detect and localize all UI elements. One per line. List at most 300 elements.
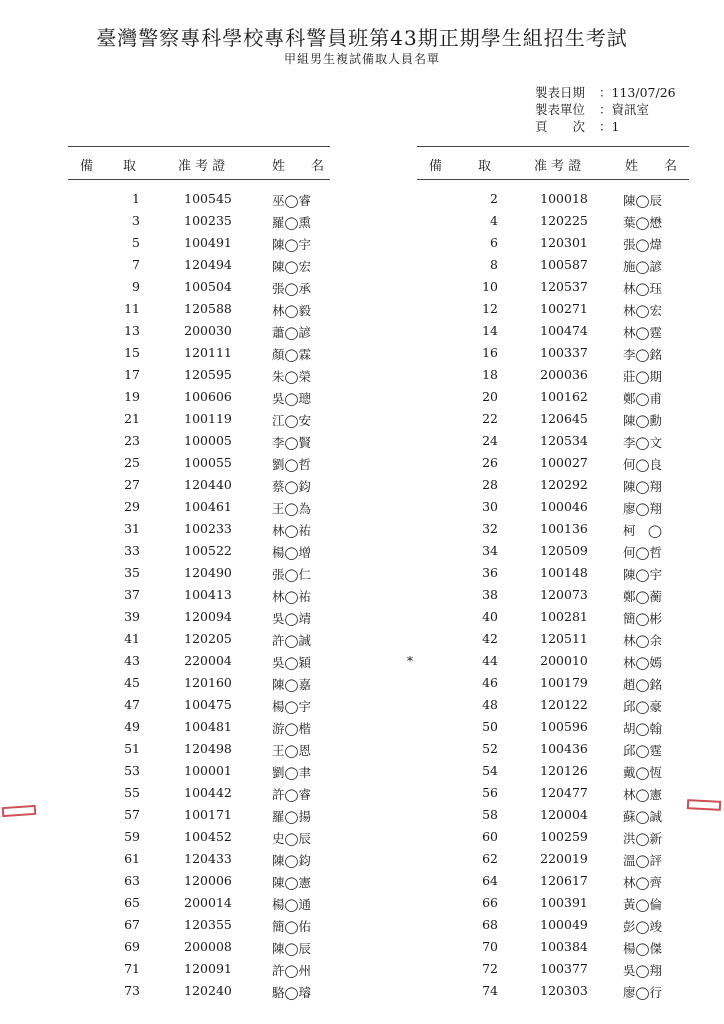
row-name: 葉◯懋 [623, 215, 662, 230]
row-name: 吳◯翔 [623, 963, 662, 978]
table-row [68, 365, 330, 387]
row-rank: 70 [482, 939, 498, 954]
row-exam-id: 100233 [184, 521, 232, 536]
row-exam-id: 100481 [184, 719, 232, 734]
row-name: 林◯宏 [623, 303, 662, 318]
row-exam-id: 100436 [540, 741, 588, 756]
row-exam-id: 100596 [540, 719, 588, 734]
row-rank: 67 [124, 917, 140, 932]
row-name: 李◯銘 [623, 347, 662, 362]
header-bei: 備 [80, 159, 94, 174]
table-row [406, 651, 689, 673]
row-name: 羅◯揚 [272, 809, 311, 824]
row-rank: 16 [482, 345, 498, 360]
row-name: 陳◯宇 [623, 567, 662, 582]
seal-stamp-left [2, 805, 37, 817]
row-exam-id: 200010 [540, 653, 588, 668]
row-exam-id: 120292 [540, 477, 588, 492]
row-exam-id: 100377 [540, 961, 588, 976]
row-name: 林◯祐 [272, 523, 311, 538]
row-name: 許◯州 [272, 963, 311, 978]
table-row [417, 277, 689, 299]
row-rank: 34 [482, 543, 498, 558]
row-rank: 55 [124, 785, 140, 800]
table-row [417, 981, 689, 1003]
row-name: 巫◯睿 [272, 193, 311, 208]
row-rank: 33 [124, 543, 140, 558]
table-row [68, 431, 330, 453]
row-name: 陳◯憲 [272, 875, 311, 890]
row-rank: 74 [482, 983, 498, 998]
row-rank: 4 [490, 213, 498, 228]
row-rank: 46 [482, 675, 498, 690]
row-name: 黃◯倫 [623, 897, 662, 912]
table-row [68, 541, 330, 563]
row-exam-id: 120440 [184, 477, 232, 492]
meta-page-row: 頁 次 ：1 [535, 119, 620, 134]
table-row [417, 805, 689, 827]
row-exam-id: 100049 [540, 917, 588, 932]
row-rank: 58 [482, 807, 498, 822]
table-row [417, 673, 689, 695]
table-row [68, 695, 330, 717]
row-name: 鄭◯蘅 [623, 589, 662, 604]
table-row [417, 695, 689, 717]
row-exam-id: 120509 [540, 543, 588, 558]
row-exam-id: 120494 [184, 257, 232, 272]
row-rank: 36 [482, 565, 498, 580]
row-exam-id: 100148 [540, 565, 588, 580]
row-name: 吳◯穎 [272, 655, 311, 670]
table-row [68, 343, 330, 365]
row-exam-id: 120537 [540, 279, 588, 294]
row-exam-id: 120534 [540, 433, 588, 448]
row-rank: 1 [132, 191, 140, 206]
row-rank: 45 [124, 675, 140, 690]
row-exam-id: 100461 [184, 499, 232, 514]
row-name: 簡◯彬 [623, 611, 662, 626]
row-exam-id: 120094 [184, 609, 232, 624]
row-rank: 43 [124, 653, 140, 668]
row-name: 劉◯哲 [272, 457, 311, 472]
table-row [68, 497, 330, 519]
row-rank: 38 [482, 587, 498, 602]
row-exam-id: 100522 [184, 543, 232, 558]
header-exam-id: 准 考 證 [178, 159, 226, 174]
row-rank: 59 [124, 829, 140, 844]
row-exam-id: 100384 [540, 939, 588, 954]
row-exam-id: 100587 [540, 257, 588, 272]
table-row [417, 541, 689, 563]
table-row [68, 761, 330, 783]
left-rows [68, 189, 330, 1003]
row-rank: 56 [482, 785, 498, 800]
table-row [417, 211, 689, 233]
table-row [68, 277, 330, 299]
row-name: 陳◯宇 [272, 237, 311, 252]
header-name: 姓 名 [272, 159, 325, 174]
row-name: 楊◯宇 [272, 699, 311, 714]
row-rank: 53 [124, 763, 140, 778]
row-exam-id: 200014 [184, 895, 232, 910]
row-rank: 10 [482, 279, 498, 294]
row-rank: 65 [124, 895, 140, 910]
table-row [68, 937, 330, 959]
row-name: 林◯嫣 [623, 655, 662, 670]
row-name: 林◯齊 [623, 875, 662, 890]
row-rank: 73 [124, 983, 140, 998]
table-row [417, 519, 689, 541]
meta-date-row: 製表日期 ：113/07/26 [535, 85, 676, 100]
row-exam-id: 120511 [540, 631, 588, 646]
row-exam-id: 120091 [184, 961, 232, 976]
document-title: 臺灣警察專科學校專科警員班第43期正期學生組招生考試 [96, 26, 628, 50]
header-name: 姓 名 [625, 159, 678, 174]
table-row [417, 255, 689, 277]
row-exam-id: 120490 [184, 565, 232, 580]
table-header [68, 146, 330, 180]
row-name: 朱◯榮 [272, 369, 311, 384]
table-row [417, 189, 689, 211]
table-row [68, 629, 330, 651]
table-row [68, 915, 330, 937]
table-row [417, 585, 689, 607]
row-name: 楊◯增 [272, 545, 311, 560]
row-rank: 54 [482, 763, 498, 778]
table-row [417, 915, 689, 937]
row-rank: 57 [124, 807, 140, 822]
row-exam-id: 100504 [184, 279, 232, 294]
table-row [417, 761, 689, 783]
row-rank: 12 [482, 301, 498, 316]
row-rank: 35 [124, 565, 140, 580]
seal-stamp-right [687, 799, 721, 811]
row-exam-id: 100119 [184, 411, 232, 426]
row-rank: 68 [482, 917, 498, 932]
row-name: 何◯良 [623, 457, 662, 472]
row-exam-id: 100545 [184, 191, 232, 206]
table-row [417, 497, 689, 519]
row-exam-id: 120004 [540, 807, 588, 822]
row-exam-id: 100055 [184, 455, 232, 470]
row-name: 胡◯翰 [623, 721, 662, 736]
row-name: 李◯文 [623, 435, 662, 450]
meta-page-label: 頁 次 [535, 119, 586, 134]
table-row [68, 871, 330, 893]
row-rank: 3 [132, 213, 140, 228]
row-rank: 50 [482, 719, 498, 734]
table-row [417, 299, 689, 321]
row-name: 林◯憲 [623, 787, 662, 802]
row-rank: 8 [490, 257, 498, 272]
table-row [68, 827, 330, 849]
table-row [417, 893, 689, 915]
table-row [68, 805, 330, 827]
table-row [68, 981, 330, 1003]
row-exam-id: 120225 [540, 213, 588, 228]
table-row [417, 607, 689, 629]
table-row [417, 629, 689, 651]
table-row [68, 651, 330, 673]
header-exam-id: 准 考 證 [534, 159, 582, 174]
table-row [68, 717, 330, 739]
table-row [417, 959, 689, 981]
table-row [68, 409, 330, 431]
row-exam-id: 120645 [540, 411, 588, 426]
row-rank: 61 [124, 851, 140, 866]
table-row [68, 299, 330, 321]
document-subtitle: 甲組男生複試備取人員名單 [283, 52, 440, 66]
row-rank: 27 [124, 477, 140, 492]
row-name: 蘇◯誠 [623, 809, 662, 824]
row-exam-id: 100018 [540, 191, 588, 206]
table-row [417, 871, 689, 893]
table-row [68, 453, 330, 475]
row-name: 莊◯期 [623, 369, 662, 384]
table-row [417, 343, 689, 365]
row-exam-id: 100027 [540, 455, 588, 470]
row-rank: 66 [482, 895, 498, 910]
row-exam-id: 100337 [540, 345, 588, 360]
row-exam-id: 100474 [540, 323, 588, 338]
table-row [417, 387, 689, 409]
row-name: 羅◯熏 [272, 215, 311, 230]
table-row [68, 959, 330, 981]
meta-date-value: 113/07/26 [611, 85, 676, 100]
row-rank: 14 [482, 323, 498, 338]
table-header [417, 146, 689, 180]
row-name: 施◯諺 [623, 259, 662, 274]
meta-unit-value: 資訊室 [611, 102, 650, 117]
row-exam-id: 100136 [540, 521, 588, 536]
row-name: 簡◯佑 [272, 919, 311, 934]
row-exam-id: 100475 [184, 697, 232, 712]
row-name: 廖◯行 [623, 985, 662, 1000]
row-name: 洪◯新 [623, 831, 662, 846]
row-exam-id: 220019 [540, 851, 588, 866]
row-name: 張◯仁 [272, 567, 311, 582]
row-rank: 21 [124, 411, 140, 426]
row-exam-id: 100259 [540, 829, 588, 844]
meta-unit-label: 製表單位 [535, 102, 586, 117]
row-exam-id: 120498 [184, 741, 232, 756]
row-name: 鄭◯甫 [623, 391, 662, 406]
row-exam-id: 200030 [184, 323, 232, 338]
row-name: 陳◯嘉 [272, 677, 311, 692]
row-name: 戴◯恆 [623, 765, 662, 780]
table-row [417, 365, 689, 387]
table-row [68, 849, 330, 871]
row-exam-id: 120111 [184, 345, 232, 360]
row-name: 林◯祐 [272, 589, 311, 604]
row-name: 吳◯璁 [272, 391, 311, 406]
table-row [68, 321, 330, 343]
row-exam-id: 120477 [540, 785, 588, 800]
right-rows [406, 189, 689, 1003]
table-row [417, 563, 689, 585]
table-row [417, 783, 689, 805]
right-column [406, 146, 689, 1003]
left-column [68, 146, 330, 1003]
row-name: 江◯安 [272, 413, 311, 428]
row-exam-id: 100606 [184, 389, 232, 404]
row-rank: 40 [482, 609, 498, 624]
row-exam-id: 200036 [540, 367, 588, 382]
row-exam-id: 100005 [184, 433, 232, 448]
row-rank: 31 [124, 521, 140, 536]
row-name: 陳◯勳 [623, 413, 662, 428]
row-name: 林◯珏 [623, 281, 662, 296]
row-name: 張◯煒 [623, 237, 662, 252]
row-rank: 41 [124, 631, 140, 646]
row-name: 游◯楷 [272, 721, 311, 736]
table-row [68, 783, 330, 805]
table-row [417, 409, 689, 431]
row-name: 顏◯霖 [272, 347, 311, 362]
row-rank: 37 [124, 587, 140, 602]
row-rank: 72 [482, 961, 498, 976]
header-bei: 備 [429, 159, 443, 174]
table-row [68, 519, 330, 541]
table-row [417, 717, 689, 739]
table-row [68, 255, 330, 277]
row-exam-id: 220004 [184, 653, 232, 668]
row-rank: 25 [124, 455, 140, 470]
row-exam-id: 100171 [184, 807, 232, 822]
table-row [68, 739, 330, 761]
table-row [68, 893, 330, 915]
row-exam-id: 100179 [540, 675, 588, 690]
row-name: 邱◯豪 [623, 699, 662, 714]
table-row [68, 211, 330, 233]
row-name: 邱◯霆 [623, 743, 662, 758]
row-exam-id: 120617 [540, 873, 588, 888]
row-rank: 22 [482, 411, 498, 426]
row-name: 何◯哲 [623, 545, 662, 560]
row-exam-id: 120303 [540, 983, 588, 998]
row-name: 柯 ◯ [623, 523, 662, 538]
table-row [417, 321, 689, 343]
row-exam-id: 100235 [184, 213, 232, 228]
row-exam-id: 120595 [184, 367, 232, 382]
row-name: 林◯毅 [272, 303, 311, 318]
row-exam-id: 120588 [184, 301, 232, 316]
row-rank: 51 [124, 741, 140, 756]
row-rank: 39 [124, 609, 140, 624]
row-rank: 71 [124, 961, 140, 976]
row-name: 陳◯翔 [623, 479, 662, 494]
table-row [68, 673, 330, 695]
row-rank: 69 [124, 939, 140, 954]
row-rank: 17 [124, 367, 140, 382]
row-rank: 7 [132, 257, 140, 272]
row-name: 許◯睿 [272, 787, 311, 802]
row-exam-id: 120006 [184, 873, 232, 888]
row-rank: 24 [482, 433, 498, 448]
row-exam-id: 100452 [184, 829, 232, 844]
row-rank: 11 [124, 301, 140, 316]
table-row [417, 739, 689, 761]
row-name: 楊◯傑 [623, 941, 662, 956]
row-exam-id: 120160 [184, 675, 232, 690]
row-name: 陳◯鈞 [272, 853, 311, 868]
row-name: 溫◯評 [623, 853, 662, 868]
table-row [417, 453, 689, 475]
row-rank: 20 [482, 389, 498, 404]
row-name: 陳◯宏 [272, 259, 311, 274]
row-exam-id: 100046 [540, 499, 588, 514]
row-name: 史◯辰 [272, 831, 311, 846]
row-rank: 52 [482, 741, 498, 756]
row-exam-id: 120205 [184, 631, 232, 646]
row-rank: 49 [124, 719, 140, 734]
table-row [417, 475, 689, 497]
table-row [68, 233, 330, 255]
row-name: 蔡◯鈞 [272, 479, 311, 494]
table-row [417, 431, 689, 453]
row-rank: 63 [124, 873, 140, 888]
row-rank: 5 [132, 235, 140, 250]
row-exam-id: 120433 [184, 851, 232, 866]
row-name: 張◯承 [272, 281, 311, 296]
row-rank: 64 [482, 873, 498, 888]
row-exam-id: 120355 [184, 917, 232, 932]
header-qu: 取 [478, 159, 492, 174]
row-exam-id: 200008 [184, 939, 232, 954]
row-name: 陳◯辰 [623, 193, 662, 208]
row-exam-id: 120240 [184, 983, 232, 998]
header-qu: 取 [123, 159, 137, 174]
row-exam-id: 100271 [540, 301, 588, 316]
row-rank: 29 [124, 499, 140, 514]
row-rank: 42 [482, 631, 498, 646]
row-rank: 48 [482, 697, 498, 712]
table-row [68, 387, 330, 409]
row-name: 廖◯翔 [623, 501, 662, 516]
row-exam-id: 120301 [540, 235, 588, 250]
row-exam-id: 100281 [540, 609, 588, 624]
row-rank: 18 [482, 367, 498, 382]
row-rank: 62 [482, 851, 498, 866]
row-name: 劉◯聿 [272, 765, 311, 780]
table-row [417, 849, 689, 871]
row-rank: 6 [490, 235, 498, 250]
row-rank: 13 [124, 323, 140, 338]
table-row [68, 563, 330, 585]
table-row [68, 607, 330, 629]
row-rank: 26 [482, 455, 498, 470]
table-row [417, 827, 689, 849]
report-meta [535, 84, 676, 135]
table-row [417, 937, 689, 959]
row-exam-id: 120126 [540, 763, 588, 778]
row-name: 吳◯靖 [272, 611, 311, 626]
row-name: 王◯恩 [272, 743, 311, 758]
row-exam-id: 100001 [184, 763, 232, 778]
row-name: 許◯誠 [272, 633, 311, 648]
table-row [68, 189, 330, 211]
row-name: 趙◯銘 [623, 677, 662, 692]
row-exam-id: 120073 [540, 587, 588, 602]
row-rank: 60 [482, 829, 498, 844]
row-rank: 47 [124, 697, 140, 712]
row-name: 陳◯辰 [272, 941, 311, 956]
row-exam-id: 100391 [540, 895, 588, 910]
row-rank: 28 [482, 477, 498, 492]
meta-unit-row: 製表單位 ：資訊室 [535, 102, 650, 117]
row-name: 王◯為 [272, 501, 311, 516]
row-rank: 23 [124, 433, 140, 448]
